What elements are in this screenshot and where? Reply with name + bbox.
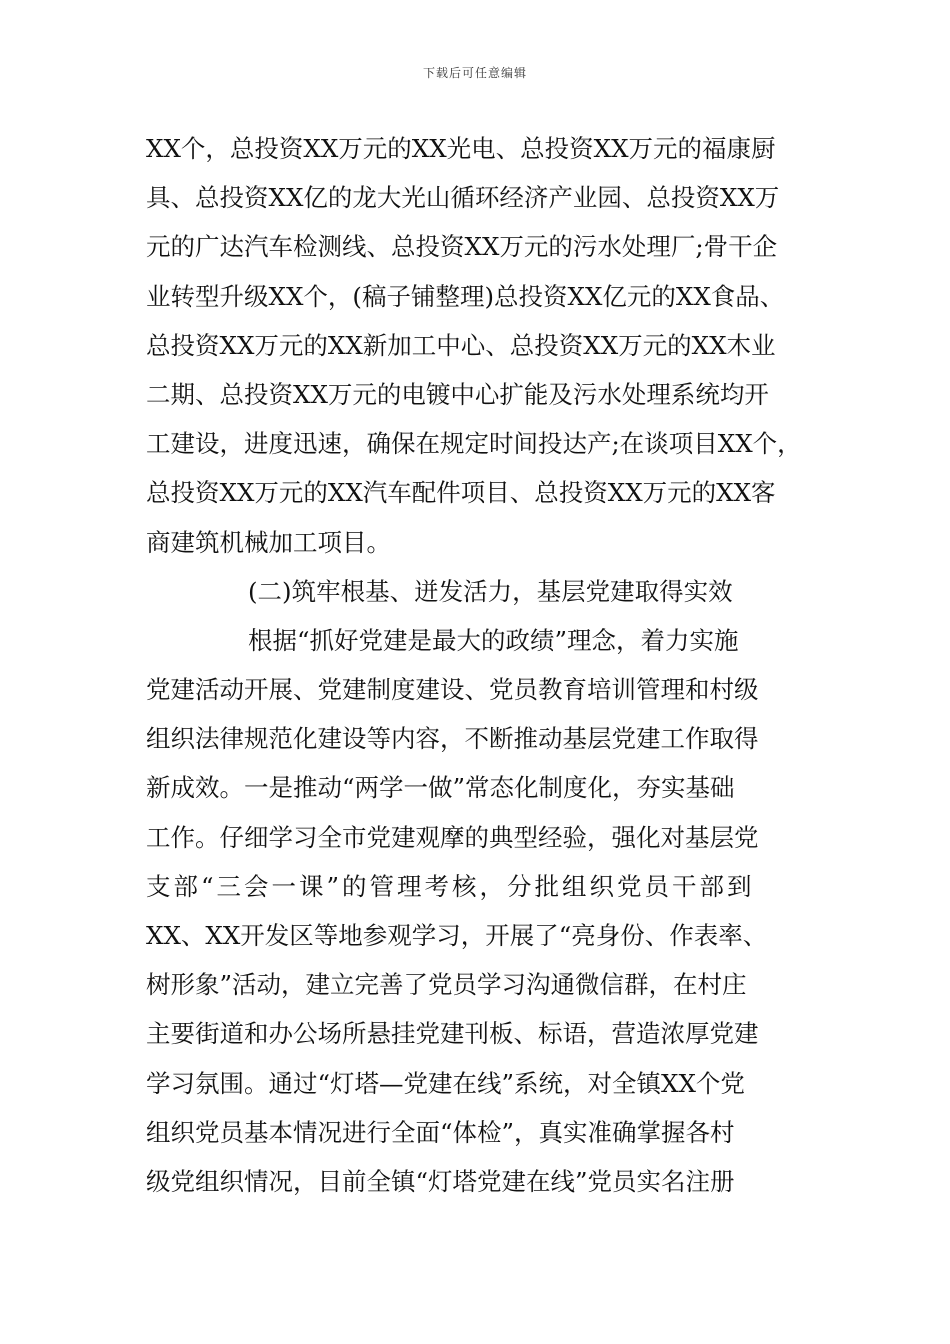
paragraph-first-line: 根据“抓好党建是最大的政绩”理念，着力实施 xyxy=(248,625,739,655)
text-line: 新成效。一是推动“两学一做”常态化制度化，夯实基础 xyxy=(146,773,735,803)
text-line: XX、XX开发区等地参观学习，开展了“亮身份、作表率、 xyxy=(146,921,768,950)
text-line: 商建筑机械加工项目。 xyxy=(146,527,391,557)
text-line: 支部“三会一课”的管理考核，分批组织党员干部到 xyxy=(146,871,755,901)
text-line: 党建活动开展、党建制度建设、党员教育培训管理和村级 xyxy=(146,675,759,705)
text-line: 业转型升级XX个，(稿子铺整理)总投资XX亿元的XX食品、 xyxy=(146,281,785,311)
text-line: 工建设，进度迅速，确保在规定时间投达产;在谈项目XX个， xyxy=(146,429,802,459)
text-line: 二期、总投资XX万元的电镀中心扩能及污水处理系统均开 xyxy=(146,379,769,409)
download-note: 下载后可任意编辑 xyxy=(422,66,527,80)
text-line: 组织法律规范化建设等内容，不断推动基层党建工作取得 xyxy=(146,724,759,754)
text-line: 树形象”活动，建立完善了党员学习沟通微信群，在村庄 xyxy=(146,970,747,1000)
section-heading: (二)筑牢根基、迸发活力，基层党建取得实效 xyxy=(248,576,733,606)
text-line: 具、总投资XX亿的龙大光山循环经济产业园、总投资XX万 xyxy=(146,183,780,213)
text-line: 总投资XX万元的XX新加工中心、总投资XX万元的XX木业 xyxy=(146,330,776,360)
text-line: 总投资XX万元的XX汽车配件项目、总投资XX万元的XX客 xyxy=(146,478,776,508)
text-line: 学习氛围。通过“灯塔—党建在线”系统，对全镇XX个党 xyxy=(146,1068,745,1098)
document-body xyxy=(146,124,826,1206)
text-line: 工作。仔细学习全市党建观摩的典型经验，强化对基层党 xyxy=(146,822,759,852)
text-line: 组织党员基本情况进行全面“体检”，真实准确掌握各村 xyxy=(146,1117,735,1147)
text-line: 级党组织情况，目前全镇“灯塔党建在线”党员实名注册 xyxy=(146,1166,735,1196)
text-line: XX个，总投资XX万元的XX光电、总投资XX万元的福康厨 xyxy=(146,134,776,163)
text-line: 主要街道和办公场所悬挂党建刊板、标语，营造浓厚党建 xyxy=(146,1019,759,1049)
text-line: 元的广达汽车检测线、总投资XX万元的污水处理厂;骨干企 xyxy=(146,232,778,262)
